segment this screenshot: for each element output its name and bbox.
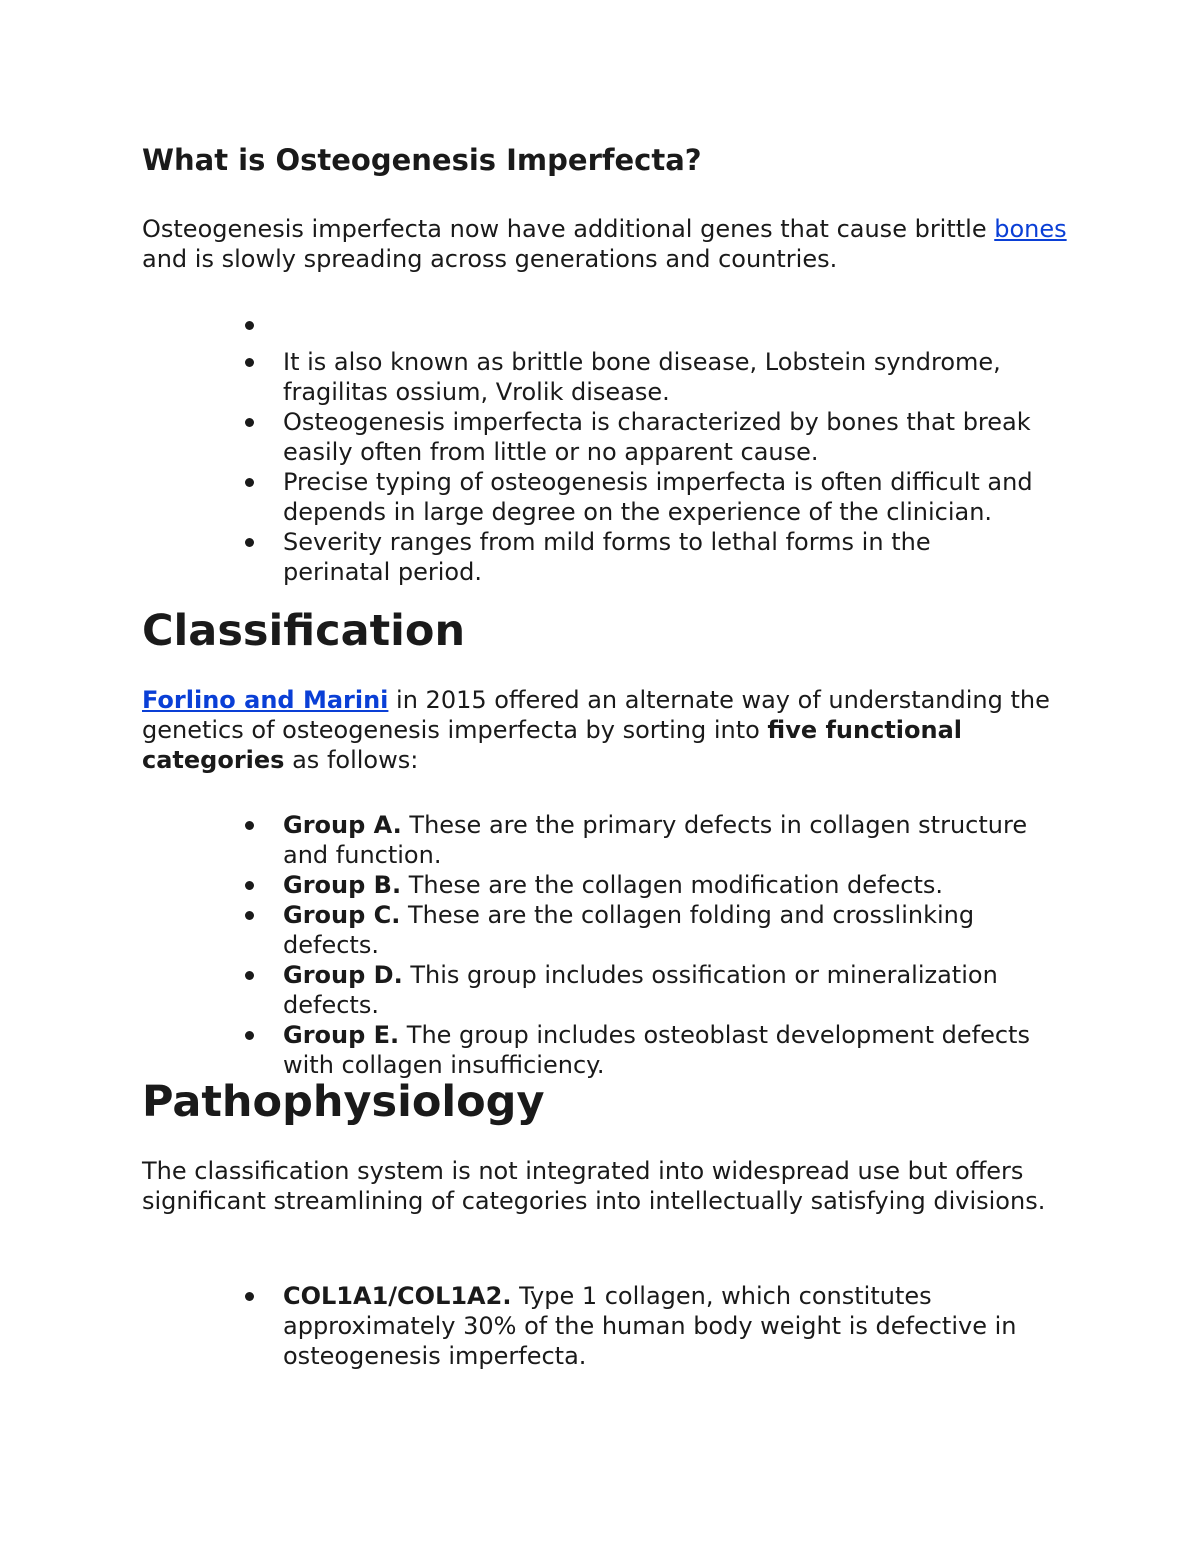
pathophysiology-bullet-list [142,1281,1072,1371]
pathophysiology-intro: The classification system is not integrated into widespread use but offers significant streamlining of categories into intellectually satisfying divisions. [142,1157,1046,1215]
five-categories-bold: five functional categories [142,716,963,774]
intro-text-before: Osteogenesis imperfecta now have additional genes that cause brittle [142,215,995,243]
pathophysiology-heading: Pathophysiology [142,1077,545,1127]
intro-paragraph [142,214,1072,274]
overview-bullet-list [142,310,1072,587]
group-label: Group E. [283,1021,400,1049]
list-item [142,900,1043,960]
list-item [142,810,1043,870]
list-item: Osteogenesis imperfecta is characterized by bones that break easily often from little or no apparent cause. [142,407,1043,467]
groups-bullet-list [142,810,1072,1080]
forlino-marini-link[interactable]: Forlino and Marini [142,686,389,714]
list-item [142,1281,1043,1371]
list-item [142,310,1043,347]
page-title: What is Osteogenesis Imperfecta? [142,143,702,177]
bones-link[interactable]: bones [994,215,1067,243]
group-label: Group D. [283,961,403,989]
list-item [142,960,1043,1020]
list-item [142,870,1043,900]
group-text: These are the collagen modification defects. [401,871,943,899]
intro-text-after: and is slowly spreading across generations and countries. [142,245,838,273]
gene-text: Type 1 collagen, which constitutes approximately 30% of the human body weight is defective in osteogenesis imperfecta. [283,1282,1017,1370]
list-item [142,1020,1043,1080]
list-item: It is also known as brittle bone disease, Lobstein syndrome, fragilitas ossium, Vrolik disease. [142,347,1043,407]
group-text: The group includes osteoblast development defects with collagen insufficiency. [283,1021,1030,1079]
group-label: Group B. [283,871,402,899]
classification-intro [142,685,1072,775]
group-text: These are the collagen folding and crosslinking defects. [283,901,975,959]
classification-heading: Classification [142,606,466,656]
list-item: Precise typing of osteogenesis imperfecta is often difficult and depends in large degree on the experience of the clinician. [142,467,1043,527]
classification-text-2: as follows: [284,746,419,774]
classification-text-1: in 2015 offered an alternate way of understanding the genetics of osteogenesis imperfecta by sorting into [142,686,1050,744]
list-item: Severity ranges from mild forms to lethal forms in the perinatal period. [142,527,1043,587]
group-label: Group C. [283,901,401,929]
group-text: This group includes ossification or mineralization defects. [283,961,998,1019]
group-text: These are the primary defects in collagen structure and function. [283,811,1028,869]
gene-label: COL1A1/COL1A2. [283,1282,512,1310]
group-label: Group A. [283,811,402,839]
